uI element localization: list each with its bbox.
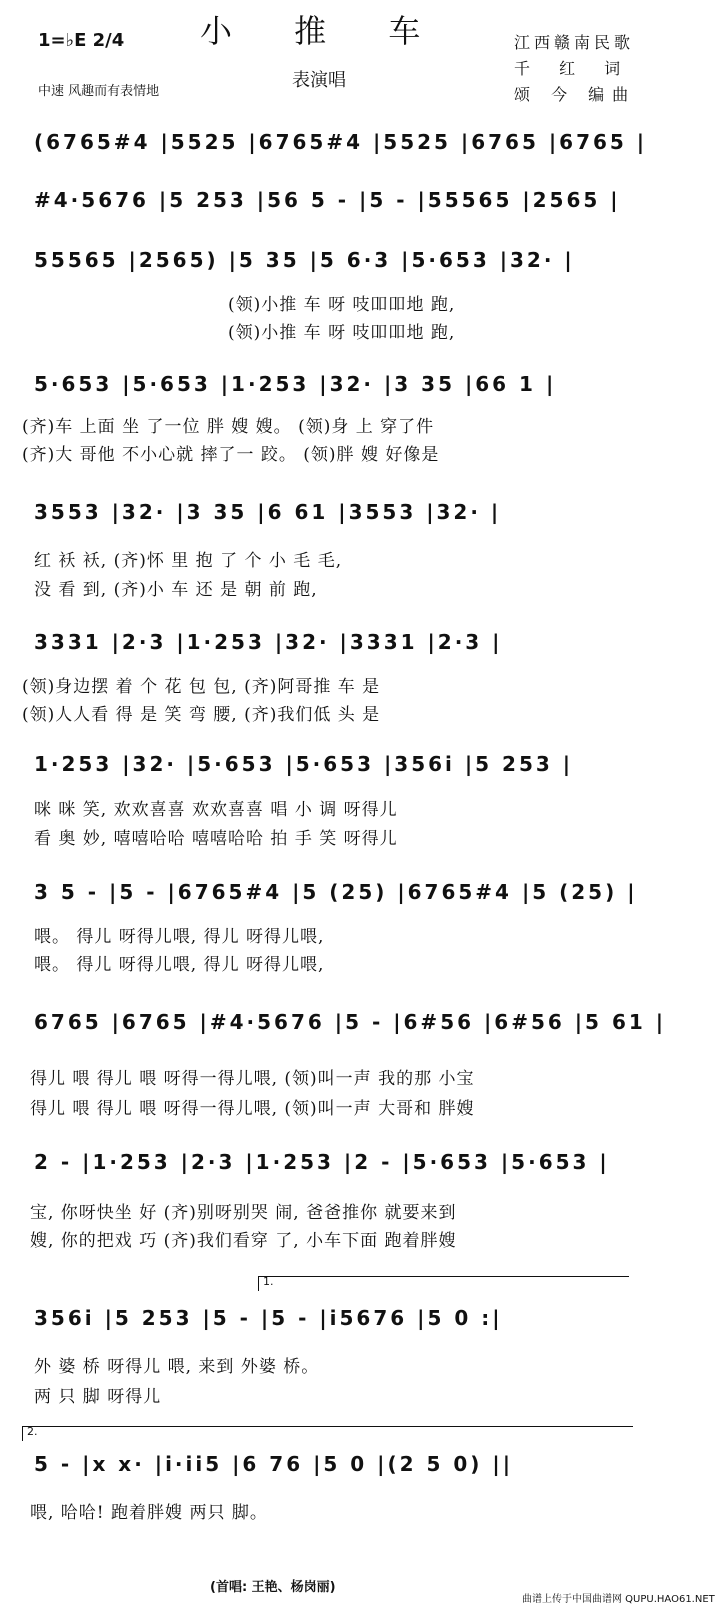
song-title: 小 推 车	[200, 12, 447, 50]
score-row-6: 3331 |2·3 |1·253 |32· |3331 |2·3 |	[34, 630, 503, 654]
score-row-4: 5·653 |5·653 |1·253 |32· |3 35 |66 1 |	[34, 372, 557, 396]
lyric-row-11-verse-2: 两 只 脚 呀得儿	[34, 1387, 162, 1407]
lyric-row-7-verse-1: 咪 咪 笑, 欢欢喜喜 欢欢喜喜 唱 小 调 呀得儿	[34, 800, 398, 820]
song-subtitle: 表演唱	[292, 70, 346, 91]
lyric-row-5-verse-1: 红 袄 袄, (齐)怀 里 抱 了 个 小 毛 毛,	[34, 551, 343, 571]
lyric-row-3-verse-1: (领)小推 车 呀 吱吅吅地 跑,	[228, 295, 456, 315]
credit-lyricist: 千 红 词	[514, 59, 633, 78]
score-row-9: 6765 |6765 |#4·5676 |5 - |6#56 |6#56 |5 61 |	[34, 1010, 667, 1034]
lyric-row-4-verse-2: (齐)大 哥他 不小心就 摔了一 跤。 (领)胖 嫂 好像是	[22, 445, 440, 465]
score-row-10: 2 - |1·253 |2·3 |1·253 |2 - |5·653 |5·653 |	[34, 1150, 610, 1174]
score-row-7: 1·253 |32· |5·653 |5·653 |356i |5 253 |	[34, 752, 574, 776]
lyric-row-10-verse-1: 宝, 你呀快坐 好 (齐)别呀别哭 闹, 爸爸推你 就要来到	[30, 1203, 457, 1223]
lyric-row-12-verse-1: 喂, 哈哈! 跑着胖嫂 两只 脚。	[30, 1503, 268, 1523]
lyric-row-10-verse-2: 嫂, 你的把戏 巧 (齐)我们看穿 了, 小车下面 跑着胖嫂	[30, 1231, 457, 1251]
lyric-row-5-verse-2: 没 看 到, (齐)小 车 还 是 朝 前 跑,	[34, 580, 318, 600]
lyric-row-9-verse-2: 得儿 喂 得儿 喂 呀得一得儿喂, (领)叫一声 大哥和 胖嫂	[30, 1099, 475, 1119]
score-row-2: #4·5676 |5 253 |56 5 - |5 - |55565 |2565 |	[34, 188, 621, 212]
score-row-11: 356i |5 253 |5 - |5 - |i5676 |5 0 :|	[34, 1306, 503, 1330]
first-performers: (首唱: 王艳、杨岗丽)	[210, 1580, 336, 1595]
tempo-marking: 中速 风趣而有表情地	[38, 84, 160, 99]
score-row-3: 55565 |2565) |5 35 |5 6·3 |5·653 |32· |	[34, 248, 575, 272]
lyric-row-8-verse-2: 喂。 得儿 呀得儿喂, 得儿 呀得儿喂,	[34, 955, 325, 975]
score-row-5: 3553 |32· |3 35 |6 61 |3553 |32· |	[34, 500, 502, 524]
credit-composer: 颂 今 编曲	[514, 85, 637, 104]
key-signature: 1=♭E 2/4	[38, 30, 125, 51]
volta-label-2: 2.	[27, 1425, 38, 1438]
lyric-row-11-verse-1: 外 婆 桥 呀得儿 喂, 来到 外婆 桥。	[34, 1357, 320, 1377]
score-row-1: (6765#4 |5525 |6765#4 |5525 |6765 |6765 |	[34, 130, 648, 154]
volta-bracket-2	[22, 1426, 633, 1441]
volta-bracket-1	[258, 1276, 629, 1291]
lyric-row-3-verse-2: (领)小推 车 呀 吱吅吅地 跑,	[228, 323, 456, 343]
lyric-row-6-verse-1: (领)身边摆 着 个 花 包 包, (齐)阿哥推 车 是	[22, 677, 381, 697]
site-watermark: 曲谱上传于中国曲谱网 QUPU.HAO61.NET	[522, 1594, 715, 1605]
score-row-12: 5 - |x x· |i·ii5 |6 76 |5 0 |(2 5 0) ||	[34, 1452, 513, 1476]
score-row-8: 3 5 - |5 - |6765#4 |5 (25) |6765#4 |5 (25) |	[34, 880, 638, 904]
volta-label-1: 1.	[263, 1275, 274, 1288]
lyric-row-6-verse-2: (领)人人看 得 是 笑 弯 腰, (齐)我们低 头 是	[22, 705, 381, 725]
lyric-row-8-verse-1: 喂。 得儿 呀得儿喂, 得儿 呀得儿喂,	[34, 927, 325, 947]
credit-origin: 江西赣南民歌	[514, 33, 635, 52]
lyric-row-7-verse-2: 看 奥 妙, 嘻嘻哈哈 嘻嘻哈哈 拍 手 笑 呀得儿	[34, 829, 398, 849]
lyric-row-4-verse-1: (齐)车 上面 坐 了一位 胖 嫂 嫂。 (领)身 上 穿了件	[22, 417, 435, 437]
lyric-row-9-verse-1: 得儿 喂 得儿 喂 呀得一得儿喂, (领)叫一声 我的那 小宝	[30, 1069, 475, 1089]
